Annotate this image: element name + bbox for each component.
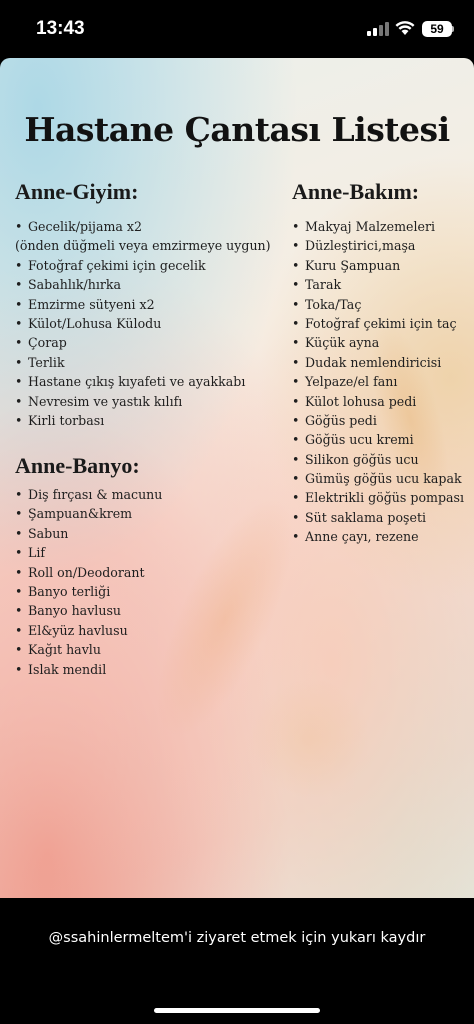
list-item: • Lif (15, 545, 46, 561)
list-item: • Fotoğraf çekimi için taç (292, 315, 457, 331)
status-bar (0, 0, 474, 58)
list-bakim (292, 217, 464, 547)
story-card (0, 58, 474, 898)
battery-level: 59 (430, 22, 444, 36)
list-item: • Islak mendil (15, 661, 107, 677)
list-item: • Gecelik/pijama x2 (15, 219, 143, 234)
list-item: • Süt saklama poşeti (292, 509, 427, 525)
list-item: • Yelpaze/el fanı (292, 374, 398, 390)
battery-icon (422, 21, 452, 37)
list-item: • Emzirme sütyeni x2 (15, 296, 155, 312)
list-item: • Terlik (15, 354, 65, 370)
list-item: • Diş fırçası & macunu (15, 487, 163, 502)
list-item: • Göğüs pedi (292, 412, 377, 428)
list-item: • Nevresim ve yastık kılıfı (15, 393, 183, 409)
swipe-up-link[interactable]: @ssahinlermeltem'i ziyaret etmek için yukarı kaydır (48, 930, 426, 946)
list-item: • Fotoğraf çekimi için gecelik (15, 257, 206, 273)
list-item: • Elektrikli göğüs pompası (292, 490, 465, 506)
list-item: • Silikon göğüs ucu (292, 451, 419, 467)
list-item: • Göğüs ucu kremi (292, 432, 414, 448)
list-item: • Roll on/Deodorant (15, 564, 145, 580)
list-item: • Kuru Şampuan (292, 257, 401, 273)
list-item: • Kirli torbası (15, 412, 105, 428)
list-item: • Toka/Taç (292, 296, 362, 312)
list-item: • Küçük ayna (292, 335, 380, 351)
list-item: • Şampuan&krem (15, 506, 133, 522)
list-item: • Anne çayı, rezene (292, 529, 419, 545)
list-item: • Dudak nemlendiricisi (292, 354, 442, 370)
section-heading-giyim: Anne-Giyim: (15, 179, 139, 204)
list-item: • Sabun (15, 525, 69, 541)
list-item: • Çorap (15, 335, 67, 351)
list-item: • Külot lohusa pedi (292, 393, 417, 409)
list-item: • Düzleştirici,maşa (292, 238, 416, 254)
section-heading-bakim: Anne-Bakım: (292, 179, 420, 204)
list-item: • El&yüz havlusu (15, 622, 128, 638)
watercolor-streak (250, 678, 370, 798)
list-item: • Makyaj Malzemeleri (292, 219, 436, 234)
list-item: • Banyo havlusu (15, 603, 122, 619)
list-item: • Hastane çıkış kıyafeti ve ayakkabı (15, 374, 246, 390)
status-time: 13:43 (36, 18, 85, 39)
page-title: Hastane Çantası Listesi (24, 110, 450, 149)
cellular-signal-icon (367, 22, 389, 36)
list-item: • Kağıt havlu (15, 642, 101, 658)
battery-tip (452, 26, 454, 32)
home-indicator[interactable] (154, 1008, 320, 1013)
wifi-icon (395, 20, 415, 36)
list-item: • Banyo terliği (15, 583, 111, 599)
section-heading-banyo: Anne-Banyo: (15, 453, 140, 478)
list-item: • Tarak (292, 277, 342, 293)
list-item: (önden düğmeli veya emzirmeye uygun) (15, 238, 271, 254)
list-item: • Sabahlık/hırka (15, 277, 122, 293)
list-item: • Külot/Lohusa Külodu (15, 315, 162, 331)
list-giyim (15, 217, 271, 430)
list-banyo (15, 485, 162, 679)
list-item: • Gümüş göğüs ucu kapak (292, 471, 462, 487)
